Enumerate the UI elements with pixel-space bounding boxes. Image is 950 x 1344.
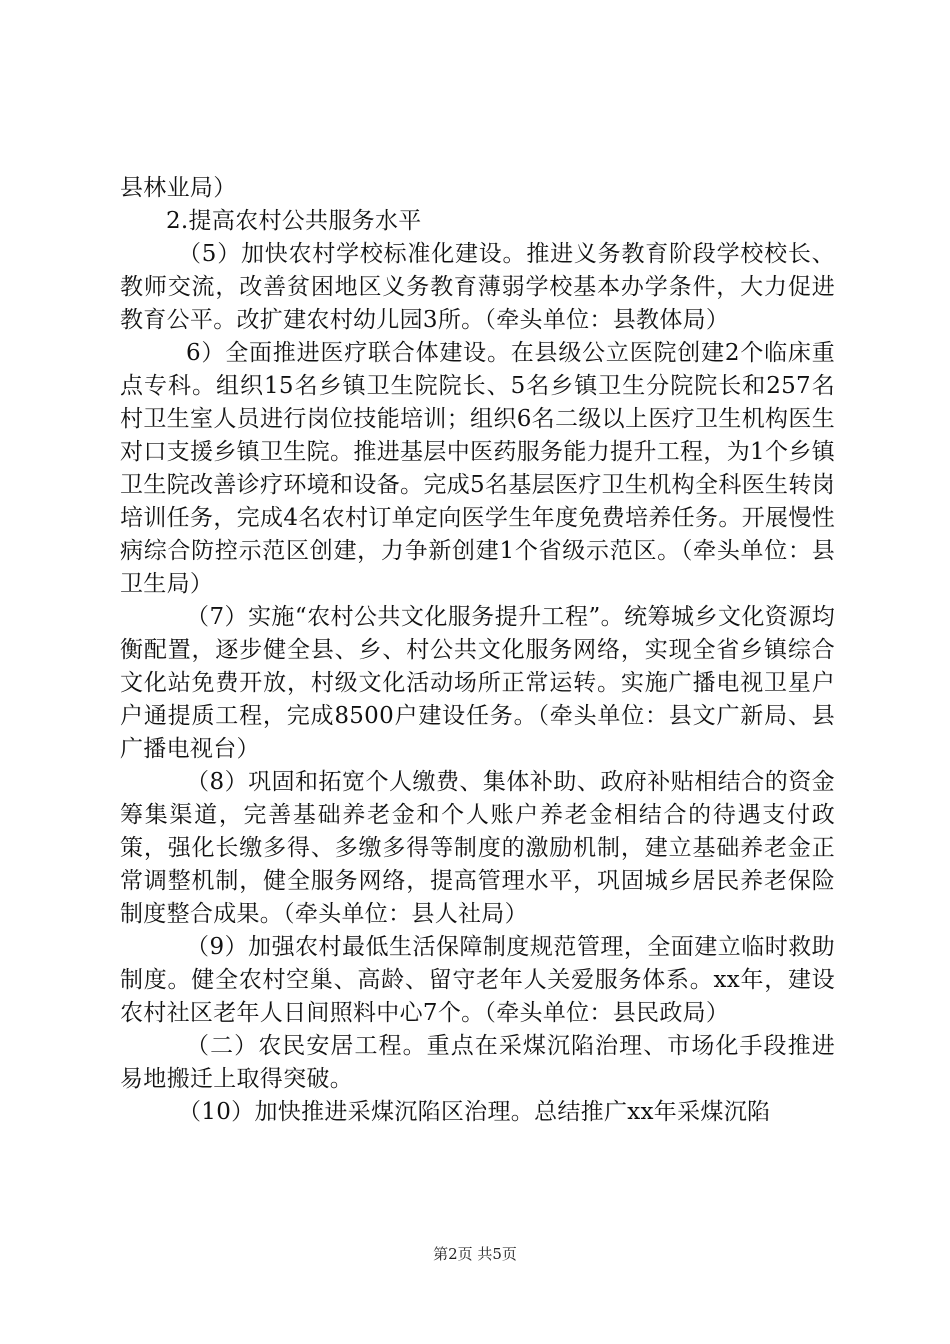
- paragraph-item-5: （5）加快农村学校标准化建设。推进义务教育阶段学校校长、教师交流，改善贫困地区义务教育薄弱学校基本办学条件，大力促进教育公平。改扩建农村幼儿园3所。（牵头单位：县教体局）: [120, 241, 835, 333]
- paragraph-continuation: 县林业局）: [120, 175, 237, 201]
- section-heading: 2.提高农村公共服务水平: [166, 208, 422, 234]
- paragraph-item-7: （7）实施“农村公共文化服务提升工程”。统筹城乡文化资源均衡配置，逐步健全县、乡、村公共文化服务网络，实现全省乡镇综合文化站免费开放，村级文化活动场所正常运转。实施广播电视卫星户户通提质工程，完成8500户建设任务。（牵头单位：县文广新局、县广播电视台）: [120, 604, 835, 762]
- paragraph-section-2: （二）农民安居工程。重点在采煤沉陷治理、市场化手段推进易地搬迁上取得突破。: [120, 1033, 835, 1092]
- paragraph-item-8: （8）巩固和拓宽个人缴费、集体补助、政府补贴相结合的资金筹集渠道，完善基础养老金和个人账户养老金相结合的待遇支付政策，强化长缴多得、多缴多得等制度的激励机制，建立基础养老金正常调整机制，健全服务网络，提高管理水平，巩固城乡居民养老保险制度整合成果。（牵头单位：县人社局）: [120, 769, 835, 927]
- paragraph-item-9: （9）加强农村最低生活保障制度规范管理，全面建立临时救助制度。健全农村空巢、高龄、留守老年人关爱服务体系。xx年，建设农村社区老年人日间照料中心7个。（牵头单位：县民政局）: [120, 934, 835, 1026]
- paragraph-item-6: 6）全面推进医疗联合体建设。在县级公立医院创建2个临床重点专科。组织15名乡镇卫生院院长、5名乡镇卫生分院院长和257名村卫生室人员进行岗位技能培训；组织6名二级以上医疗卫生机构医生对口支援乡镇卫生院。推进基层中医药服务能力提升工程，为1个乡镇卫生院改善诊疗环境和设备。完成5名基层医疗卫生机构全科医生转岗培训任务，完成4名农村订单定向医学生年度免费培养任务。开展慢性病综合防控示范区创建，力争新创建1个省级示范区。（牵头单位：县卫生局）: [120, 340, 835, 597]
- paragraph-item-10: （10）加快推进采煤沉陷区治理。总结推广xx年采煤沉陷: [178, 1099, 771, 1125]
- page-number-footer: 第2页 共5页: [433, 1245, 517, 1263]
- document-body: [120, 172, 835, 1129]
